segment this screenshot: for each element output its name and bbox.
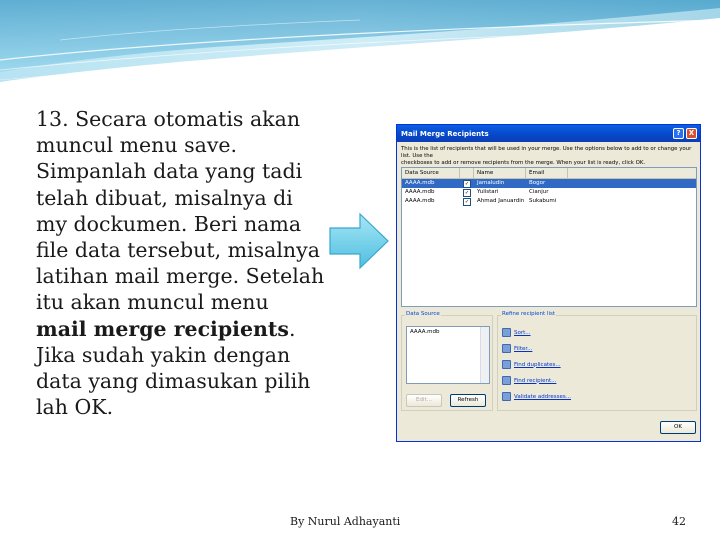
filter-icon — [502, 344, 511, 353]
cell-name: Yulistari — [477, 189, 499, 195]
validate-addresses-link[interactable] — [502, 392, 571, 401]
cell-name: Ahmad Januardin — [477, 198, 525, 204]
cell-source: AAAA.mdb — [405, 198, 435, 204]
refresh-button[interactable]: Refresh — [450, 394, 486, 407]
dialog-title: Mail Merge Recipients — [401, 129, 489, 138]
sort-link[interactable] — [502, 328, 531, 337]
data-source-scrollbar[interactable] — [480, 327, 489, 383]
data-source-list[interactable] — [406, 326, 490, 384]
validate-icon — [502, 392, 511, 401]
dialog-titlebar — [397, 125, 700, 142]
column-header-email[interactable]: Email — [526, 168, 568, 178]
duplicates-icon — [502, 360, 511, 369]
find-duplicates-link[interactable] — [502, 360, 561, 369]
body-line: itu akan muncul menu — [36, 290, 269, 315]
check-icon: ✓ — [464, 181, 470, 187]
cell-email: Bogor — [529, 180, 546, 186]
table-row[interactable] — [402, 179, 696, 188]
find-icon — [502, 376, 511, 385]
body-line: data yang dimasukan pilih — [36, 369, 311, 394]
instructions-line: This is the list of recipients that will be used in your merge. Use the options below to add to or change your list. Use the — [401, 146, 692, 159]
refine-label: Refine recipient list — [502, 311, 555, 317]
data-source-label: Data Source — [406, 311, 440, 317]
body-line: my dockumen. Beri nama — [36, 211, 302, 236]
find-recipient-link[interactable] — [502, 376, 556, 385]
row-checkbox[interactable] — [460, 197, 474, 206]
sort-icon — [502, 328, 511, 337]
header-swoosh-decoration — [0, 0, 720, 95]
recipient-list[interactable] — [401, 167, 697, 307]
cell-email: Cianjur — [529, 189, 549, 195]
table-row[interactable] — [402, 197, 696, 206]
instructions-line: checkboxes to add or remove recipients from the merge. When your list is ready, click OK. — [401, 160, 646, 166]
mail-merge-recipients-dialog — [396, 124, 701, 442]
cell-source: AAAA.mdb — [405, 180, 435, 186]
help-button[interactable]: ? — [673, 128, 684, 139]
filter-link[interactable] — [502, 344, 532, 353]
body-line: telah dibuat, misalnya di — [36, 185, 293, 210]
body-line: lah OK. — [36, 395, 114, 420]
row-checkbox[interactable] — [460, 179, 474, 188]
close-button[interactable]: X — [686, 128, 697, 139]
body-line: file data tersebut, misalnya — [36, 238, 320, 263]
dialog-instructions — [401, 146, 696, 167]
column-header-name[interactable]: Name — [474, 168, 526, 178]
list-header — [402, 168, 696, 179]
body-line: latihan mail merge. Setelah — [36, 264, 325, 289]
body-line-bold — [36, 316, 336, 342]
row-checkbox[interactable] — [460, 188, 474, 197]
column-header-data-source[interactable]: Data Source — [402, 168, 460, 178]
bold-term: mail merge recipients — [36, 316, 289, 341]
body-text — [36, 106, 336, 420]
column-header-checkbox[interactable] — [460, 168, 474, 178]
sort-link-label: Sort... — [514, 329, 531, 336]
data-source-group — [401, 311, 493, 411]
body-line: 13. Secara otomatis akan — [36, 107, 301, 131]
filter-link-label: Filter... — [514, 345, 533, 352]
body-line: Jika sudah yakin dengan — [36, 342, 291, 367]
body-line: muncul menu save. — [36, 133, 238, 158]
validate-addresses-label: Validate addresses... — [514, 393, 572, 400]
cell-email: Sukabumi — [529, 198, 557, 204]
check-icon: ✓ — [464, 190, 470, 196]
table-row[interactable] — [402, 188, 696, 197]
bold-suffix: . — [288, 316, 296, 341]
footer-author: By Nurul Adhayanti — [290, 515, 401, 528]
cell-source: AAAA.mdb — [405, 189, 435, 195]
right-arrow-icon — [328, 212, 390, 270]
refine-group — [497, 311, 697, 411]
check-icon: ✓ — [464, 199, 470, 205]
data-source-item[interactable]: AAAA.mdb — [410, 329, 440, 335]
find-duplicates-label: Find duplicates... — [514, 361, 561, 368]
titlebar-buttons — [673, 128, 697, 139]
recipient-area — [401, 167, 697, 432]
ok-button[interactable]: OK — [660, 421, 696, 434]
body-line: Simpanlah data yang tadi — [36, 159, 303, 184]
page-number: 42 — [672, 515, 686, 528]
cell-name: Jamaludin — [477, 180, 505, 186]
find-recipient-label: Find recipient... — [514, 377, 557, 384]
edit-button[interactable]: Edit... — [406, 394, 442, 407]
